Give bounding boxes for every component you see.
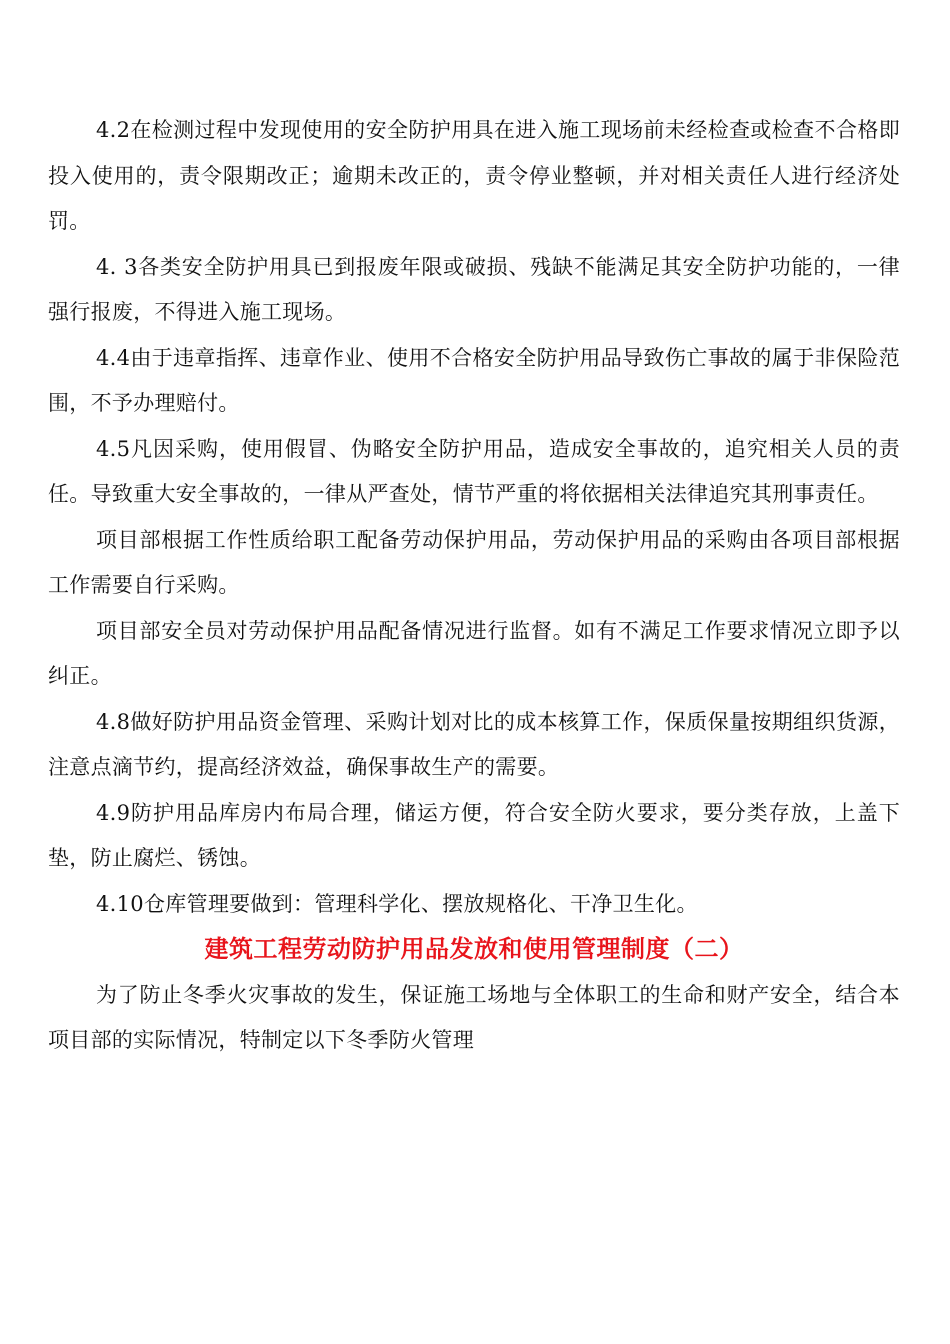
paragraph-4-8: 4.8做好防护用品资金管理、采购计划对比的成本核算工作，保质保量按期组织货源，注意点滴节约，提高经济效益，确保事故生产的需要。 xyxy=(48,709,900,779)
paragraph-4-4: 4.4由于违章指挥、违章作业、使用不合格安全防护用品导致伤亡事故的属于非保险范围，不予办理赔付。 xyxy=(48,345,900,415)
paragraph-4-2: 4.2在检测过程中发现使用的安全防护用具在进入施工现场前未经检查或检查不合格即投入使用的，责令限期改正；逾期未改正的，责令停业整顿，并对相关责任人进行经济处罚。 xyxy=(48,118,900,233)
document-body xyxy=(48,108,900,1064)
section-heading: 建筑工程劳动防护用品发放和使用管理制度（二） xyxy=(204,935,744,963)
paragraph-4-9: 4.9防护用品库房内布局合理，储运方便，符合安全防火要求，要分类存放，上盖下垫，防止腐烂、锈蚀。 xyxy=(48,800,900,870)
paragraph-winter-fire-intro: 为了防止冬季火灾事故的发生，保证施工场地与全体职工的生命和财产安全，结合本项目部的实际情况，特制定以下冬季防火管理 xyxy=(48,982,900,1052)
paragraph-4-10: 4.10仓库管理要做到：管理科学化、摆放规格化、干净卫生化。 xyxy=(96,891,698,916)
paragraph-4-3: 4. 3各类安全防护用具已到报废年限或破损、残缺不能满足其安全防护功能的，一律强行报废，不得进入施工现场。 xyxy=(48,254,900,324)
paragraph-project-dept-procurement: 项目部根据工作性质给职工配备劳动保护用品，劳动保护用品的采购由各项目部根据工作需要自行采购。 xyxy=(48,527,900,597)
paragraph-safety-officer-supervision: 项目部安全员对劳动保护用品配备情况进行监督。如有不满足工作要求情况立即予以纠正。 xyxy=(48,618,900,688)
paragraph-4-5: 4.5凡因采购，使用假冒、伪略安全防护用品，造成安全事故的，追究相关人员的责任。导致重大安全事故的，一律从严查处，情节严重的将依据相关法律追究其刑事责任。 xyxy=(48,436,900,506)
